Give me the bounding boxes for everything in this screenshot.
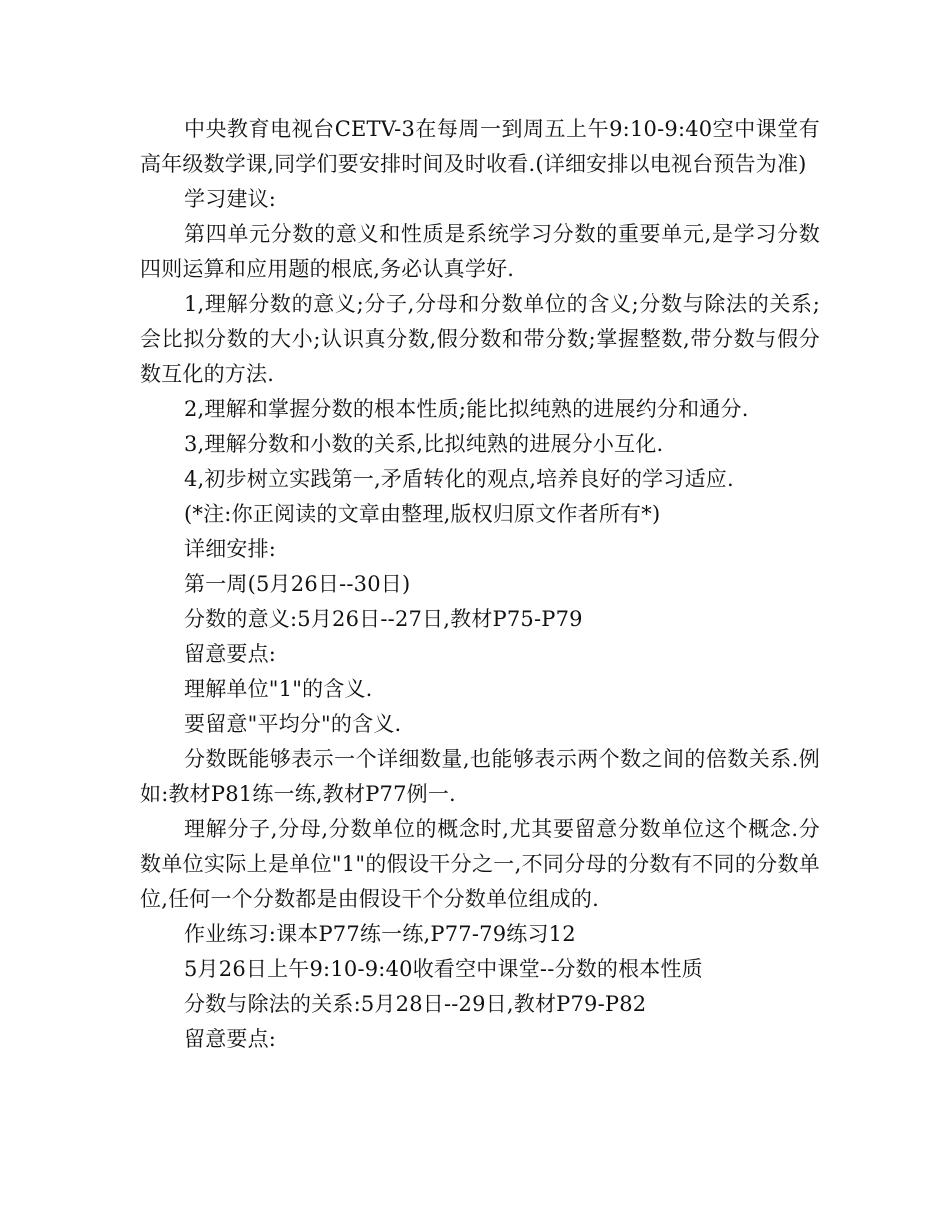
paragraph-goal-1: 1,理解分数的意义;分子,分母和分数单位的含义;分数与除法的关系;会比拟分数的大小;认识真分数,假分数和带分数;掌握整数,带分数与假分数互化的方法.	[140, 292, 820, 386]
paragraph-study-advice-heading: 学习建议:	[184, 187, 277, 211]
paragraph-meaning-of-fractions: 分数的意义:5月26日--27日,教材P75-P79	[184, 607, 583, 631]
paragraph-goal-3: 3,理解分数和小数的关系,比拟纯熟的进展分小互化.	[184, 432, 664, 456]
paragraph-unit-one-meaning: 理解单位"1"的含义.	[184, 677, 373, 701]
paragraph-equal-division: 要留意"平均分"的含义.	[184, 712, 402, 736]
paragraph-cetv-schedule: 中央教育电视台CETV-3在每周一到周五上午9:10-9:40空中课堂有高年级数学课,同学们要安排时间及时收看.(详细安排以电视台预告为准)	[140, 117, 820, 176]
paragraph-fraction-division: 分数与除法的关系:5月28日--29日,教材P79-P82	[184, 992, 647, 1016]
paragraph-detailed-schedule-heading: 详细安排:	[184, 537, 277, 561]
paragraph-key-points-heading: 留意要点:	[184, 642, 277, 666]
paragraph-fraction-expresses: 分数既能够表示一个详细数量,也能够表示两个数之间的倍数关系.例如:教材P81练一练,教材P77例一.	[140, 747, 820, 806]
paragraph-fraction-unit-concept: 理解分子,分母,分数单位的概念时,尤其要留意分数单位这个概念.分数单位实际上是单位"1"的假设干分之一,不同分母的分数有不同的分数单位,任何一个分数都是由假设干个分数单位组成的.	[140, 817, 820, 911]
paragraph-goal-4: 4,初步树立实践第一,矛盾转化的观点,培养良好的学习适应.	[184, 467, 734, 491]
paragraph-key-points-heading-2: 留意要点:	[184, 1027, 277, 1051]
paragraph-air-classroom: 5月26日上午9:10-9:40收看空中课堂--分数的根本性质	[184, 957, 703, 981]
paragraph-goal-2: 2,理解和掌握分数的根本性质;能比拟纯熟的进展约分和通分.	[184, 397, 749, 421]
paragraph-week-one: 第一周(5月26日--30日)	[184, 572, 411, 596]
paragraph-unit-four-intro: 第四单元分数的意义和性质是系统学习分数的重要单元,是学习分数四则运算和应用题的根底,务必认真学好.	[140, 222, 820, 281]
paragraph-homework: 作业练习:课本P77练一练,P77-79练习12	[184, 922, 576, 946]
paragraph-copyright-note: (*注:你正阅读的文章由整理,版权归原文作者所有*)	[184, 502, 661, 526]
document-body	[140, 112, 820, 1057]
